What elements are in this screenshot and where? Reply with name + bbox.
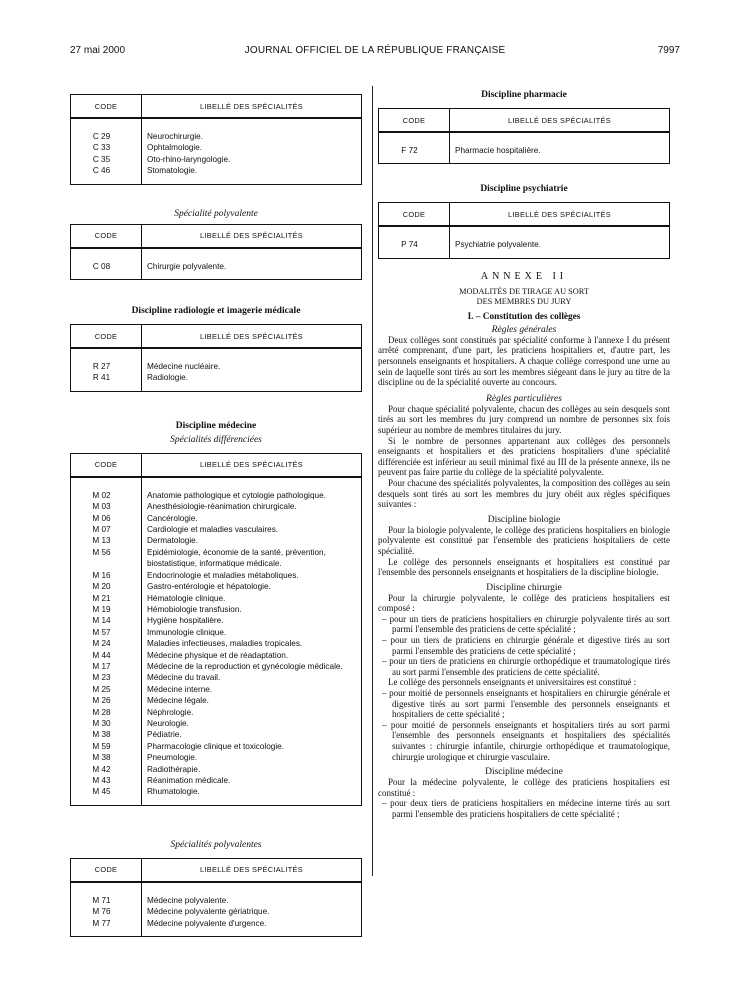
table-row bbox=[71, 547, 362, 570]
specialty-code: C 35 bbox=[71, 154, 142, 165]
label-header: LIBELLÉ DES SPÉCIALITÉS bbox=[142, 224, 362, 248]
table-row bbox=[71, 650, 362, 661]
table-row bbox=[71, 638, 362, 649]
specialty-code: M 17 bbox=[71, 661, 142, 672]
table-row bbox=[71, 729, 362, 740]
table-row bbox=[71, 775, 362, 786]
specialty-label: Epidémiologie, économie de la santé, prévention, biostatistique, informatique médicale. bbox=[142, 547, 362, 570]
specialty-code: M 56 bbox=[71, 547, 142, 570]
specialty-code: M 38 bbox=[71, 752, 142, 763]
table-spacer bbox=[71, 348, 362, 361]
specialty-label: Médecine polyvalente d'urgence. bbox=[142, 918, 362, 929]
specialty-label: Pharmacologie clinique et toxicologie. bbox=[142, 741, 362, 752]
specialty-code: M 42 bbox=[71, 764, 142, 775]
right-column bbox=[378, 86, 670, 820]
table-row bbox=[71, 695, 362, 706]
label-header: LIBELLÉ DES SPÉCIALITÉS bbox=[142, 325, 362, 349]
specialty-code: C 33 bbox=[71, 142, 142, 153]
table-row bbox=[379, 239, 670, 250]
specialty-label: Hémobiologie transfusion. bbox=[142, 604, 362, 615]
section-subtitle: Règles particulières bbox=[486, 393, 562, 404]
left-column bbox=[70, 86, 362, 937]
section-subtitle: Spécialités polyvalentes bbox=[170, 839, 262, 850]
annex-subtitle-line: MODALITÉS DE TIRAGE AU SORT bbox=[459, 286, 589, 296]
specialty-code: M 13 bbox=[71, 535, 142, 546]
specialty-table-chirurgie-polyvalente bbox=[70, 224, 362, 280]
list-item: – pour moitié de personnels enseignants et hospitaliers en chirurgie générale et digestive tirés au sort parmi l'ensemble des personnels enseignants et hospitaliers de cette spécialité ; bbox=[382, 688, 670, 720]
specialty-label: Immunologie clinique. bbox=[142, 627, 362, 638]
specialty-code: M 26 bbox=[71, 695, 142, 706]
paragraph: Pour chaque spécialité polyvalente, chacun des collèges au sein desquels sont tirés au sort les membres du jury comprend un nombre de personnes six fois supérieur au nombre de membres titulaires du jury. bbox=[378, 403, 670, 435]
table-header-row bbox=[71, 224, 362, 248]
table-row bbox=[71, 535, 362, 546]
specialty-code: M 71 bbox=[71, 895, 142, 906]
table-spacer bbox=[379, 251, 670, 259]
table-row bbox=[71, 501, 362, 512]
paragraph: Pour chacune des spécialités polyvalentes, la composition des collèges au sein desquels sont tirés au sort les membres du jury obéit aux règles spécifiques suivantes : bbox=[378, 477, 670, 510]
discipline-subheading: Discipline médecine bbox=[485, 767, 563, 778]
specialty-label: Médecine de la reproduction et gynécologie médicale. bbox=[142, 661, 362, 672]
specialty-label: Cancérologie. bbox=[142, 513, 362, 524]
table-row bbox=[71, 154, 362, 165]
specialty-label: Ophtalmologie. bbox=[142, 142, 362, 153]
table-row bbox=[71, 627, 362, 638]
specialty-label: Médecine légale. bbox=[142, 695, 362, 706]
specialty-code: M 24 bbox=[71, 638, 142, 649]
table-row bbox=[71, 718, 362, 729]
specialty-code: M 45 bbox=[71, 786, 142, 797]
specialty-label: Médecine nucléaire. bbox=[142, 361, 362, 372]
specialty-label: Radiologie. bbox=[142, 372, 362, 383]
specialty-code: M 14 bbox=[71, 615, 142, 626]
list-item: – pour moitié de personnels enseignants et hospitaliers tirés au sort parmi l'ensemble des personnels enseignants et hospitaliers des spécialités suivantes : chirurgie infantile, chirurgie orthopédique et traumatologique, chirurgie urologique et chirurgie vasculaire. bbox=[382, 719, 670, 762]
label-header: LIBELLÉ DES SPÉCIALITÉS bbox=[142, 858, 362, 882]
table-row bbox=[71, 906, 362, 917]
label-header: LIBELLÉ DES SPÉCIALITÉS bbox=[142, 453, 362, 477]
section-subtitle: Spécialité polyvalente bbox=[174, 208, 258, 219]
table-spacer bbox=[71, 798, 362, 806]
table-spacer bbox=[379, 156, 670, 164]
table-row bbox=[71, 165, 362, 176]
discipline-title: Discipline radiologie et imagerie médicale bbox=[131, 306, 301, 317]
specialty-code: M 44 bbox=[71, 650, 142, 661]
code-header: CODE bbox=[379, 203, 450, 227]
specialty-code: C 29 bbox=[71, 131, 142, 142]
specialty-table-pharmacie bbox=[378, 108, 670, 164]
table-header-row bbox=[71, 858, 362, 882]
specialty-label: Stomatologie. bbox=[142, 165, 362, 176]
specialty-table-radiologie bbox=[70, 324, 362, 392]
specialty-table-psychiatrie bbox=[378, 202, 670, 258]
specialty-code: M 28 bbox=[71, 707, 142, 718]
table-header-row bbox=[379, 109, 670, 133]
specialty-code: M 07 bbox=[71, 524, 142, 535]
code-header: CODE bbox=[379, 109, 450, 133]
specialty-code: C 08 bbox=[71, 261, 142, 272]
specialty-label: Néphrologie. bbox=[142, 707, 362, 718]
code-header: CODE bbox=[71, 858, 142, 882]
annex-subtitle-line: DES MEMBRES DU JURY bbox=[476, 296, 572, 306]
specialty-code: M 30 bbox=[71, 718, 142, 729]
specialty-code: M 59 bbox=[71, 741, 142, 752]
table-spacer bbox=[71, 882, 362, 895]
section-subtitle: Règles générales bbox=[491, 324, 557, 335]
specialty-label: Radiothérapie. bbox=[142, 764, 362, 775]
specialty-label: Dermatologie. bbox=[142, 535, 362, 546]
header-date: 27 mai 2000 bbox=[70, 45, 126, 56]
paragraph: Pour la chirurgie polyvalente, le collège des praticiens hospitaliers est composé : bbox=[378, 592, 670, 614]
specialty-label: Médecine du travail. bbox=[142, 672, 362, 683]
table-row bbox=[71, 741, 362, 752]
table-spacer bbox=[379, 226, 670, 239]
table-row bbox=[71, 513, 362, 524]
table-row bbox=[71, 361, 362, 372]
journal-title: JOURNAL OFFICIEL DE LA RÉPUBLIQUE FRANÇAISE bbox=[244, 45, 506, 56]
label-header: LIBELLÉ DES SPÉCIALITÉS bbox=[450, 203, 670, 227]
table-spacer bbox=[71, 248, 362, 261]
table-row bbox=[71, 142, 362, 153]
list-item: – pour un tiers de praticiens en chirurgie générale et digestive tirés au sort parmi l'ensemble des praticiens de cette spécialité ; bbox=[382, 635, 670, 656]
specialty-label: Pharmacie hospitalière. bbox=[450, 145, 670, 156]
table-spacer bbox=[71, 118, 362, 131]
specialty-code: M 21 bbox=[71, 593, 142, 604]
specialty-label: Médecine polyvalente gériatrique. bbox=[142, 906, 362, 917]
table-spacer bbox=[379, 132, 670, 145]
specialty-table-medecine bbox=[70, 453, 362, 806]
label-header: LIBELLÉ DES SPÉCIALITÉS bbox=[142, 95, 362, 119]
specialty-label: Rhumatologie. bbox=[142, 786, 362, 797]
specialty-label: Hygiène hospitalière. bbox=[142, 615, 362, 626]
specialty-label: Réanimation médicale. bbox=[142, 775, 362, 786]
discipline-subheading: Discipline chirurgie bbox=[486, 582, 562, 593]
table-row bbox=[71, 672, 362, 683]
code-header: CODE bbox=[71, 95, 142, 119]
table-header-row bbox=[71, 325, 362, 349]
specialty-label: Endocrinologie et maladies métaboliques. bbox=[142, 570, 362, 581]
paragraph: Si le nombre de personnes appartenant aux collèges des personnels enseignants et hospitaliers et des praticiens hospitaliers d'une spécialité différenciée est inférieur au seuil minimal fixé au III de la présente annexe, ils ne peuvent pas faire partie du collège de la spécialité polyvalente. bbox=[378, 435, 670, 478]
specialty-label: Anatomie pathologique et cytologie pathologique. bbox=[142, 490, 362, 501]
table-row bbox=[71, 524, 362, 535]
specialty-label: Médecine physique et de réadaptation. bbox=[142, 650, 362, 661]
table-spacer bbox=[71, 384, 362, 392]
discipline-title: Discipline médecine bbox=[175, 420, 257, 431]
table-row bbox=[71, 786, 362, 797]
paragraph: Pour la biologie polyvalente, le collège des praticiens hospitaliers en biologie polyvalente est constitué par l'ensemble des praticiens hospitaliers de cette spécialité. bbox=[378, 524, 670, 556]
code-header: CODE bbox=[71, 224, 142, 248]
paragraph: Le collège des personnels enseignants et hospitaliers est constitué par l'ensemble des personnels enseignants et hospitaliers de la discipline biologie. bbox=[378, 556, 670, 578]
table-row bbox=[71, 918, 362, 929]
specialty-label: Psychiatrie polyvalente. bbox=[450, 239, 670, 250]
discipline-title: Discipline psychiatrie bbox=[480, 184, 568, 195]
list-item: – pour deux tiers de praticiens hospitaliers en médecine interne tirés au sort parmi l'ensemble des praticiens hospitaliers de cette spécialité ; bbox=[382, 798, 670, 819]
specialty-code: M 57 bbox=[71, 627, 142, 638]
specialty-label: Pédiatrie. bbox=[142, 729, 362, 740]
list-item: – pour un tiers de praticiens en chirurgie orthopédique et traumatologique tirés au sort parmi l'ensemble des praticiens de cette spécialité. bbox=[382, 656, 670, 677]
specialty-code: M 25 bbox=[71, 684, 142, 695]
specialty-code: M 23 bbox=[71, 672, 142, 683]
table-row bbox=[71, 895, 362, 906]
paragraph: Deux collèges sont constitués par spécialité conforme à l'annexe I du présent arrêté comprenant, d'une part, les praticiens hospitaliers et, d'autre part, les personnels enseignants et hospitaliers. A chaque collège correspond une urne au sein de laquelle sont tirés au sort les membres siégeant dans le jury au titre de la discipline ou de la spécialité ouverte au concours. bbox=[378, 334, 670, 388]
table-row bbox=[71, 131, 362, 142]
page-number: 7997 bbox=[657, 45, 680, 56]
specialty-code: M 76 bbox=[71, 906, 142, 917]
discipline-title: Discipline pharmacie bbox=[481, 90, 567, 100]
specialty-code: C 46 bbox=[71, 165, 142, 176]
specialty-table-medecine-polyvalente bbox=[70, 858, 362, 937]
section-heading: I. – Constitution des collèges bbox=[467, 311, 581, 322]
table-row bbox=[71, 490, 362, 501]
paragraph: Le collège des personnels enseignants et universitaires est constitué : bbox=[388, 677, 637, 688]
specialty-label: Oto-rhino-laryngologie. bbox=[142, 154, 362, 165]
table-header-row bbox=[71, 95, 362, 119]
table-header-row bbox=[379, 203, 670, 227]
table-row bbox=[71, 261, 362, 272]
table-row bbox=[71, 752, 362, 763]
specialty-code: M 38 bbox=[71, 729, 142, 740]
paragraph: Pour la médecine polyvalente, le collège des praticiens hospitaliers est constitué : bbox=[378, 777, 670, 798]
table-row bbox=[71, 661, 362, 672]
code-header: CODE bbox=[71, 453, 142, 477]
table-row bbox=[71, 593, 362, 604]
code-header: CODE bbox=[71, 325, 142, 349]
specialty-code: R 27 bbox=[71, 361, 142, 372]
table-spacer bbox=[71, 929, 362, 937]
table-row bbox=[71, 581, 362, 592]
table-spacer bbox=[71, 477, 362, 490]
specialty-code: M 06 bbox=[71, 513, 142, 524]
specialty-code: M 77 bbox=[71, 918, 142, 929]
specialty-code: P 74 bbox=[379, 239, 450, 250]
discipline-subheading: Discipline biologie bbox=[487, 514, 561, 525]
table-spacer bbox=[71, 177, 362, 185]
specialty-code: M 16 bbox=[71, 570, 142, 581]
specialty-code: M 03 bbox=[71, 501, 142, 512]
specialty-code: F 72 bbox=[379, 145, 450, 156]
specialty-label: Maladies infectieuses, maladies tropicales. bbox=[142, 638, 362, 649]
table-header-row bbox=[71, 453, 362, 477]
specialty-label: Anesthésiologie-réanimation chirurgicale. bbox=[142, 501, 362, 512]
specialty-label: Cardiologie et maladies vasculaires. bbox=[142, 524, 362, 535]
specialty-code: M 43 bbox=[71, 775, 142, 786]
section-subtitle: Spécialités différenciées bbox=[170, 434, 262, 445]
specialty-code: R 41 bbox=[71, 372, 142, 383]
annex-title: ANNEXE II bbox=[480, 270, 568, 282]
specialty-label: Neurologie. bbox=[142, 718, 362, 729]
specialty-label: Neurochirurgie. bbox=[142, 131, 362, 142]
table-row bbox=[71, 570, 362, 581]
label-header: LIBELLÉ DES SPÉCIALITÉS bbox=[450, 109, 670, 133]
specialty-label: Gastro-entérologie et hépatologie. bbox=[142, 581, 362, 592]
table-row bbox=[71, 604, 362, 615]
table-row bbox=[71, 372, 362, 383]
table-row bbox=[71, 707, 362, 718]
table-spacer bbox=[71, 272, 362, 280]
table-row bbox=[379, 145, 670, 156]
specialty-label: Pneumologie. bbox=[142, 752, 362, 763]
specialty-label: Hématologie clinique. bbox=[142, 593, 362, 604]
table-row bbox=[71, 684, 362, 695]
specialty-label: Médecine polyvalente. bbox=[142, 895, 362, 906]
list-item: – pour un tiers de praticiens hospitaliers en chirurgie polyvalente tirés au sort parmi l'ensemble des praticiens de cette spécialité ; bbox=[382, 613, 670, 635]
table-row bbox=[71, 615, 362, 626]
column-divider bbox=[372, 86, 373, 876]
specialty-label: Chirurgie polyvalente. bbox=[142, 261, 362, 272]
specialty-code: M 19 bbox=[71, 604, 142, 615]
specialty-code: M 02 bbox=[71, 490, 142, 501]
specialty-code: M 20 bbox=[71, 581, 142, 592]
specialty-table-chirurgie bbox=[70, 94, 362, 185]
table-row bbox=[71, 764, 362, 775]
specialty-label: Médecine interne. bbox=[142, 684, 362, 695]
